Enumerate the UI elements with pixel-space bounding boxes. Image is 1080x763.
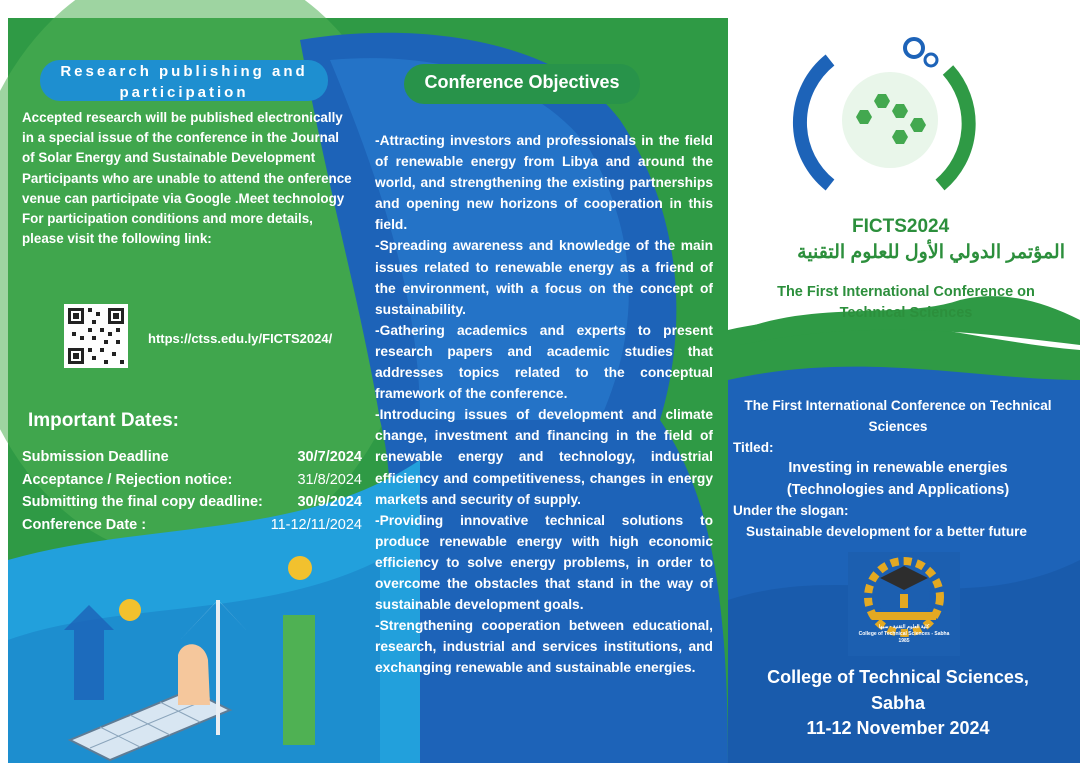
date-row <box>22 469 362 492</box>
date-row <box>22 514 362 537</box>
details-link-note: For participation conditions and more details, please visit the following link: <box>22 211 313 247</box>
date-label: Acceptance / Rejection notice: <box>22 471 233 488</box>
qr-code[interactable] <box>64 304 128 368</box>
objective-item: -Strengthening cooperation between educational, research, industrial and services institutions, and exchanging renewable and sustainable energies. <box>375 618 713 676</box>
research-info <box>22 108 352 249</box>
objectives-title: Conference Objectives <box>424 72 620 92</box>
theme-line-1: Investing in renewable energies <box>788 460 1008 476</box>
theme-line-2: (Technologies and Applications) <box>786 482 1010 498</box>
remote-participation-note: Participants who are unable to attend the onference venue can participate via Google .Meet technology <box>22 170 352 206</box>
objective-item: -Attracting investors and professionals in the field of renewable energy from Libya and around the world, and strengthening the existing partnerships and opening new horizons of cooperation in this field. <box>375 133 713 233</box>
date-label: Submission Deadline <box>22 449 169 465</box>
college-name: College of Technical Sciences, Sabha <box>767 667 1029 713</box>
date-label: Conference Date : <box>22 516 147 533</box>
arabic-title: المؤتمر الدولي الأول للعلوم التقنية <box>797 242 1065 263</box>
objective-item: -Gathering academics and experts to present research papers and academic studies that addresses topics related to the conceptual framework of the conference. <box>375 322 713 402</box>
important-dates-title: Important Dates: <box>28 410 179 431</box>
titled-label: Titled: <box>733 440 774 455</box>
date-value: 30/9/2024 <box>297 494 362 511</box>
publication-note: Accepted research will be published electronically in a special issue of the conference in the Journal of Solar Energy and Sustainable Development <box>22 110 343 166</box>
objectives-list <box>375 130 713 678</box>
logo-year: 1985 <box>898 638 910 644</box>
conference-link[interactable]: https://ctss.edu.ly/FICTS2024/ <box>148 331 333 346</box>
logo-english: College of Technical Sciences - Sabha <box>858 631 950 637</box>
conference-acronym: FICTS2024 <box>852 216 950 237</box>
date-row <box>22 491 362 514</box>
objective-item: -Introducing issues of development and climate change, investment and financing in the field of renewable energy and technology, industrial efficiency and competitiveness, changes in energy markets and security of supply. <box>375 407 713 507</box>
english-title: The First International Conference on Technical Sciences <box>777 284 1035 321</box>
date-label: Submitting the final copy deadline: <box>22 494 263 511</box>
conference-name: The First International Conference on Technical Sciences <box>744 398 1052 434</box>
objective-item: -Spreading awareness and knowledge of the main issues related to renewable energy as a friend of the environment, with a focus on the concept of sustainability. <box>375 238 713 317</box>
logo-arabic: كلية العلوم التقنية - سبها <box>878 624 930 630</box>
date-value: 31/8/2024 <box>297 471 362 488</box>
college-logo-text <box>848 624 960 645</box>
conference-date: 11-12 November 2024 <box>806 718 990 738</box>
date-row <box>22 446 362 469</box>
research-section-title: Research publishing and participation <box>40 60 328 101</box>
date-value: 30/7/2024 <box>297 449 362 465</box>
date-value: 11-12/11/2024 <box>270 516 362 533</box>
important-dates-list <box>22 446 362 536</box>
objective-item: -Providing innovative technical solutions to produce renewable energy with high economic efficiency to solve energy problems, in order to overcome the obstacles that stand in the way of sustainable development goals. <box>375 512 713 613</box>
slogan-label: Under the slogan: <box>733 503 849 518</box>
slogan: Sustainable development for a better future <box>746 524 1027 539</box>
